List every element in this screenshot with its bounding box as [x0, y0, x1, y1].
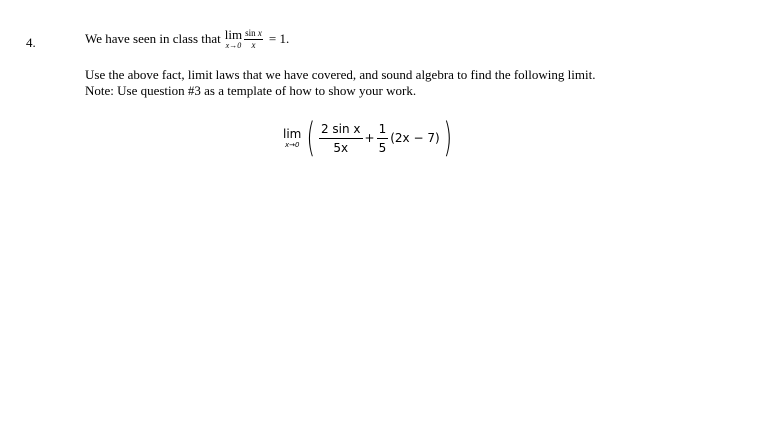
- lim-subscript: x→0: [225, 41, 242, 50]
- target-limit-operator: [283, 128, 301, 149]
- fraction-denominator: x: [251, 39, 256, 50]
- lim-word: lim: [283, 126, 302, 141]
- lim-subscript: x→0: [284, 140, 300, 149]
- plus-sign: +: [364, 131, 375, 145]
- two-sinx-over-5x-fraction: [319, 123, 363, 154]
- fraction-denominator: 5: [378, 140, 387, 155]
- lim-word: lim: [224, 27, 243, 42]
- question-number: 4.: [26, 35, 36, 50]
- instruction-line: Use the above fact, limit laws that we have covered, and sound algebra to find the following limit.: [85, 67, 596, 82]
- numerator-variable: x: [257, 27, 262, 38]
- fraction-numerator: [244, 29, 263, 40]
- known-limit-operator: [225, 28, 242, 50]
- right-paren: ): [443, 115, 452, 161]
- intro-text: We have seen in class that: [85, 31, 221, 46]
- left-paren: (: [306, 115, 316, 161]
- target-limit-expression: [283, 114, 455, 162]
- instructions-paragraph: [85, 67, 595, 99]
- instruction-line: Note: Use question #3 as a template of how to show your work.: [85, 83, 417, 98]
- one-fifth-fraction: [377, 123, 389, 154]
- sinx-over-x-fraction: [244, 29, 263, 50]
- equals-one: = 1.: [268, 31, 290, 46]
- known-limit-statement: [85, 28, 289, 50]
- fraction-numerator: 1: [377, 123, 389, 139]
- sin-function: sin: [245, 27, 256, 38]
- linear-term: (2x − 7): [390, 131, 440, 145]
- fraction-denominator: 5x: [333, 140, 349, 155]
- fraction-numerator: 2 sin x: [319, 123, 363, 139]
